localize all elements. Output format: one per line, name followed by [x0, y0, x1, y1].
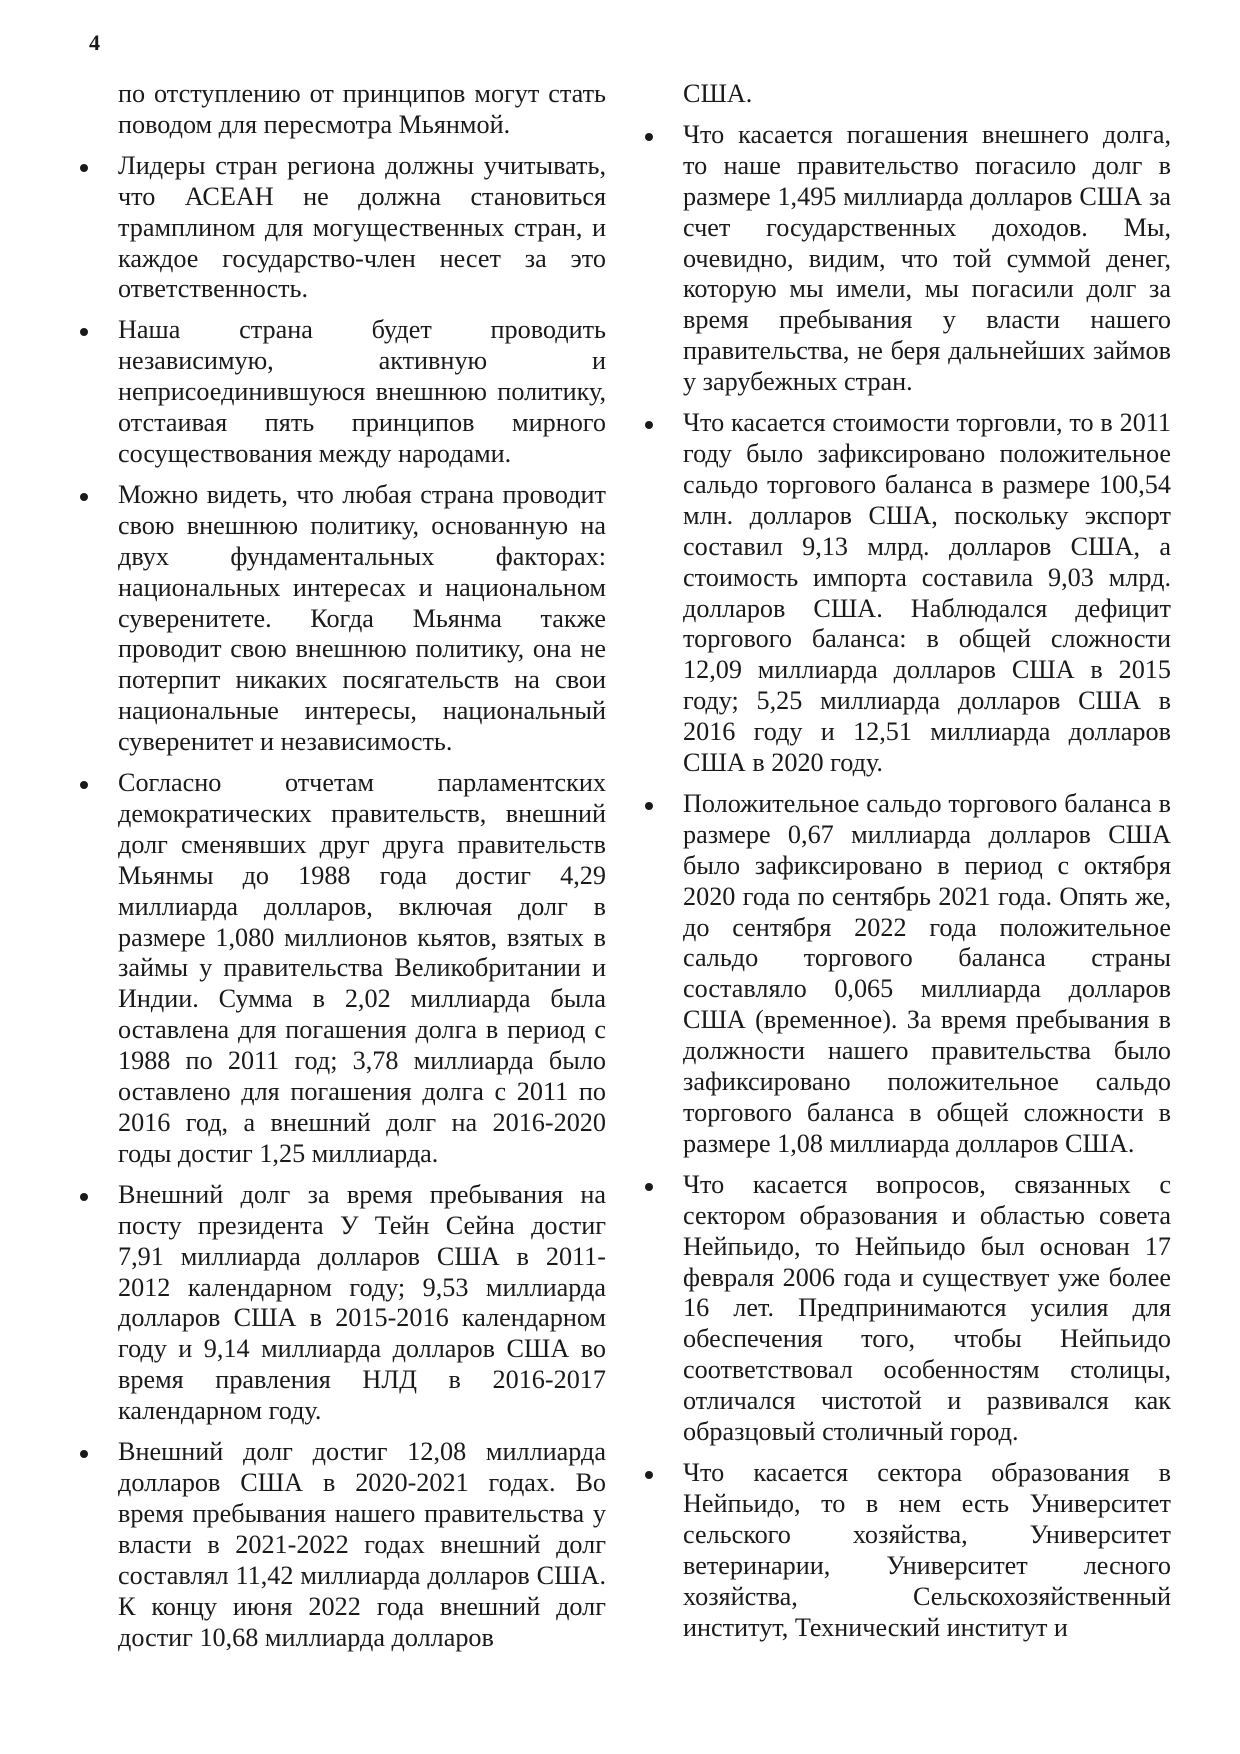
left-bullet-external-debt-history: Согласно отчетам парламентских демократических правительств, внешний долг сменявших друг друга правительств Мьянмы до 1988 года достиг 4,29 миллиарда долларов, включая долг в размере 1,080 миллионов кьятов, взятых в займы у правительства Великобритании и Индии. Сумма в 2,02 миллиарда была оставлена для погашения долга в период с 1988 по 2011 год; 3,78 миллиарда было оставлено для погашения долга с 2011 по 2016 год, а внешний долг на 2016-2020 годы достиг 1,25 миллиарда.: [118, 768, 606, 1168]
right-bullet-trade-surplus: Положительное сальдо торгового баланса в размере 0,67 миллиарда долларов США было зафиксировано в период с октября 2020 года по сентябрь 2021 года. Опять же, до сентября 2022 года положительное сальдо торгового баланса страны составляло 0,065 миллиарда долларов США (временное). За время пребывания в должности нашего правительства было зафиксировано положительное сальдо торгового баланса в общей сложности в размере 1,08 миллиарда долларов США.: [683, 788, 1171, 1158]
right-bullet-debt-repayment: Что касается погашения внешнего долга, то наше правительство погасило долг в размере 1,495 миллиарда долларов США за счет государственных доходов. Мы, очевидно, видим, что той суммой денег, которую мы имели, мы погасили долг за время пребывания у власти нашего правительства, не беря дальнейших займов у зарубежных стран.: [683, 119, 1171, 397]
left-bullet-debt-thein-sein: Внешний долг за время пребывания на посту президента У Тейн Сейна достиг 7,91 миллиарда долларов США в 2011-2012 календарном году; 9,53 миллиарда долларов США в 2015-2016 календарном году и 9,14 миллиарда долларов США во время правления НЛД в 2016-2017 календарном году.: [118, 1179, 606, 1426]
right-column: [683, 79, 1171, 1653]
right-bullet-naypyidaw: Что касается вопросов, связанных с сектором образования и областью совета Нейпьидо, то Нейпьидо был основан 17 февраля 2006 года и существует уже более 16 лет. Предпринимаются усилия для обеспечения того, чтобы Нейпьидо соответствовал особенностям столицы, отличался чистотой и развивался как образцовый столичный город.: [683, 1169, 1171, 1447]
left-bullet-national-interests: Можно видеть, что любая страна проводит свою внешнюю политику, основанную на двух фундаментальных факторах: национальных интересах и национальном суверенитете. Когда Мьянма также проводит свою внешнюю политику, она не потерпит никаких посягательств на свои национальные интересы, национальный суверенитет и независимость.: [118, 479, 606, 757]
right-bullet-trade-value: Что касается стоимости торговли, то в 2011 году было зафиксировано положительное сальдо торгового баланса в размере 100,54 млн. долларов США, поскольку экспорт составил 9,13 млрд. долларов США, а стоимость импорта составила 9,03 млрд. долларов США. Наблюдался дефицит торгового баланса: в общей сложности 12,09 миллиарда долларов США в 2015 году; 5,25 миллиарда долларов США в 2016 году и 12,51 миллиарда долларов США в 2020 году.: [683, 408, 1171, 778]
page-number: 4: [89, 30, 100, 55]
right-paragraph-continuation: США.: [683, 79, 753, 108]
left-bullet-foreign-policy: Наша страна будет проводить независимую, активную и неприсоединившуюся внешнюю политику, отстаивая пять принципов мирного сосуществования между народами.: [118, 315, 606, 468]
left-paragraph-1-continuation: по отступлению от принципов могут стать поводом для пересмотра Мьянмой.: [118, 79, 606, 139]
left-bullet-asean-leaders: Лидеры стран региона должны учитывать, что АСЕАН не должна становиться трамплином для могущественных стран, и каждое государство-член несет за это ответственность.: [118, 150, 606, 304]
right-bullet-education: Что касается сектора образования в Нейпьидо, то в нем есть Университет сельского хозяйства, Университет ветеринарии, Университет лесного хозяйства, Сельскохозяйственный институт, Технический институт и: [683, 1457, 1171, 1642]
left-bullet-debt-2020-2022: Внешний долг достиг 12,08 миллиарда долларов США в 2020-2021 годах. Во время пребывания нашего правительства у власти в 2021-2022 годах внешний долг составлял 11,42 миллиарда долларов США. К концу июня 2022 года внешний долг достиг 10,68 миллиарда долларов: [118, 1437, 606, 1652]
left-column: [118, 79, 606, 1663]
